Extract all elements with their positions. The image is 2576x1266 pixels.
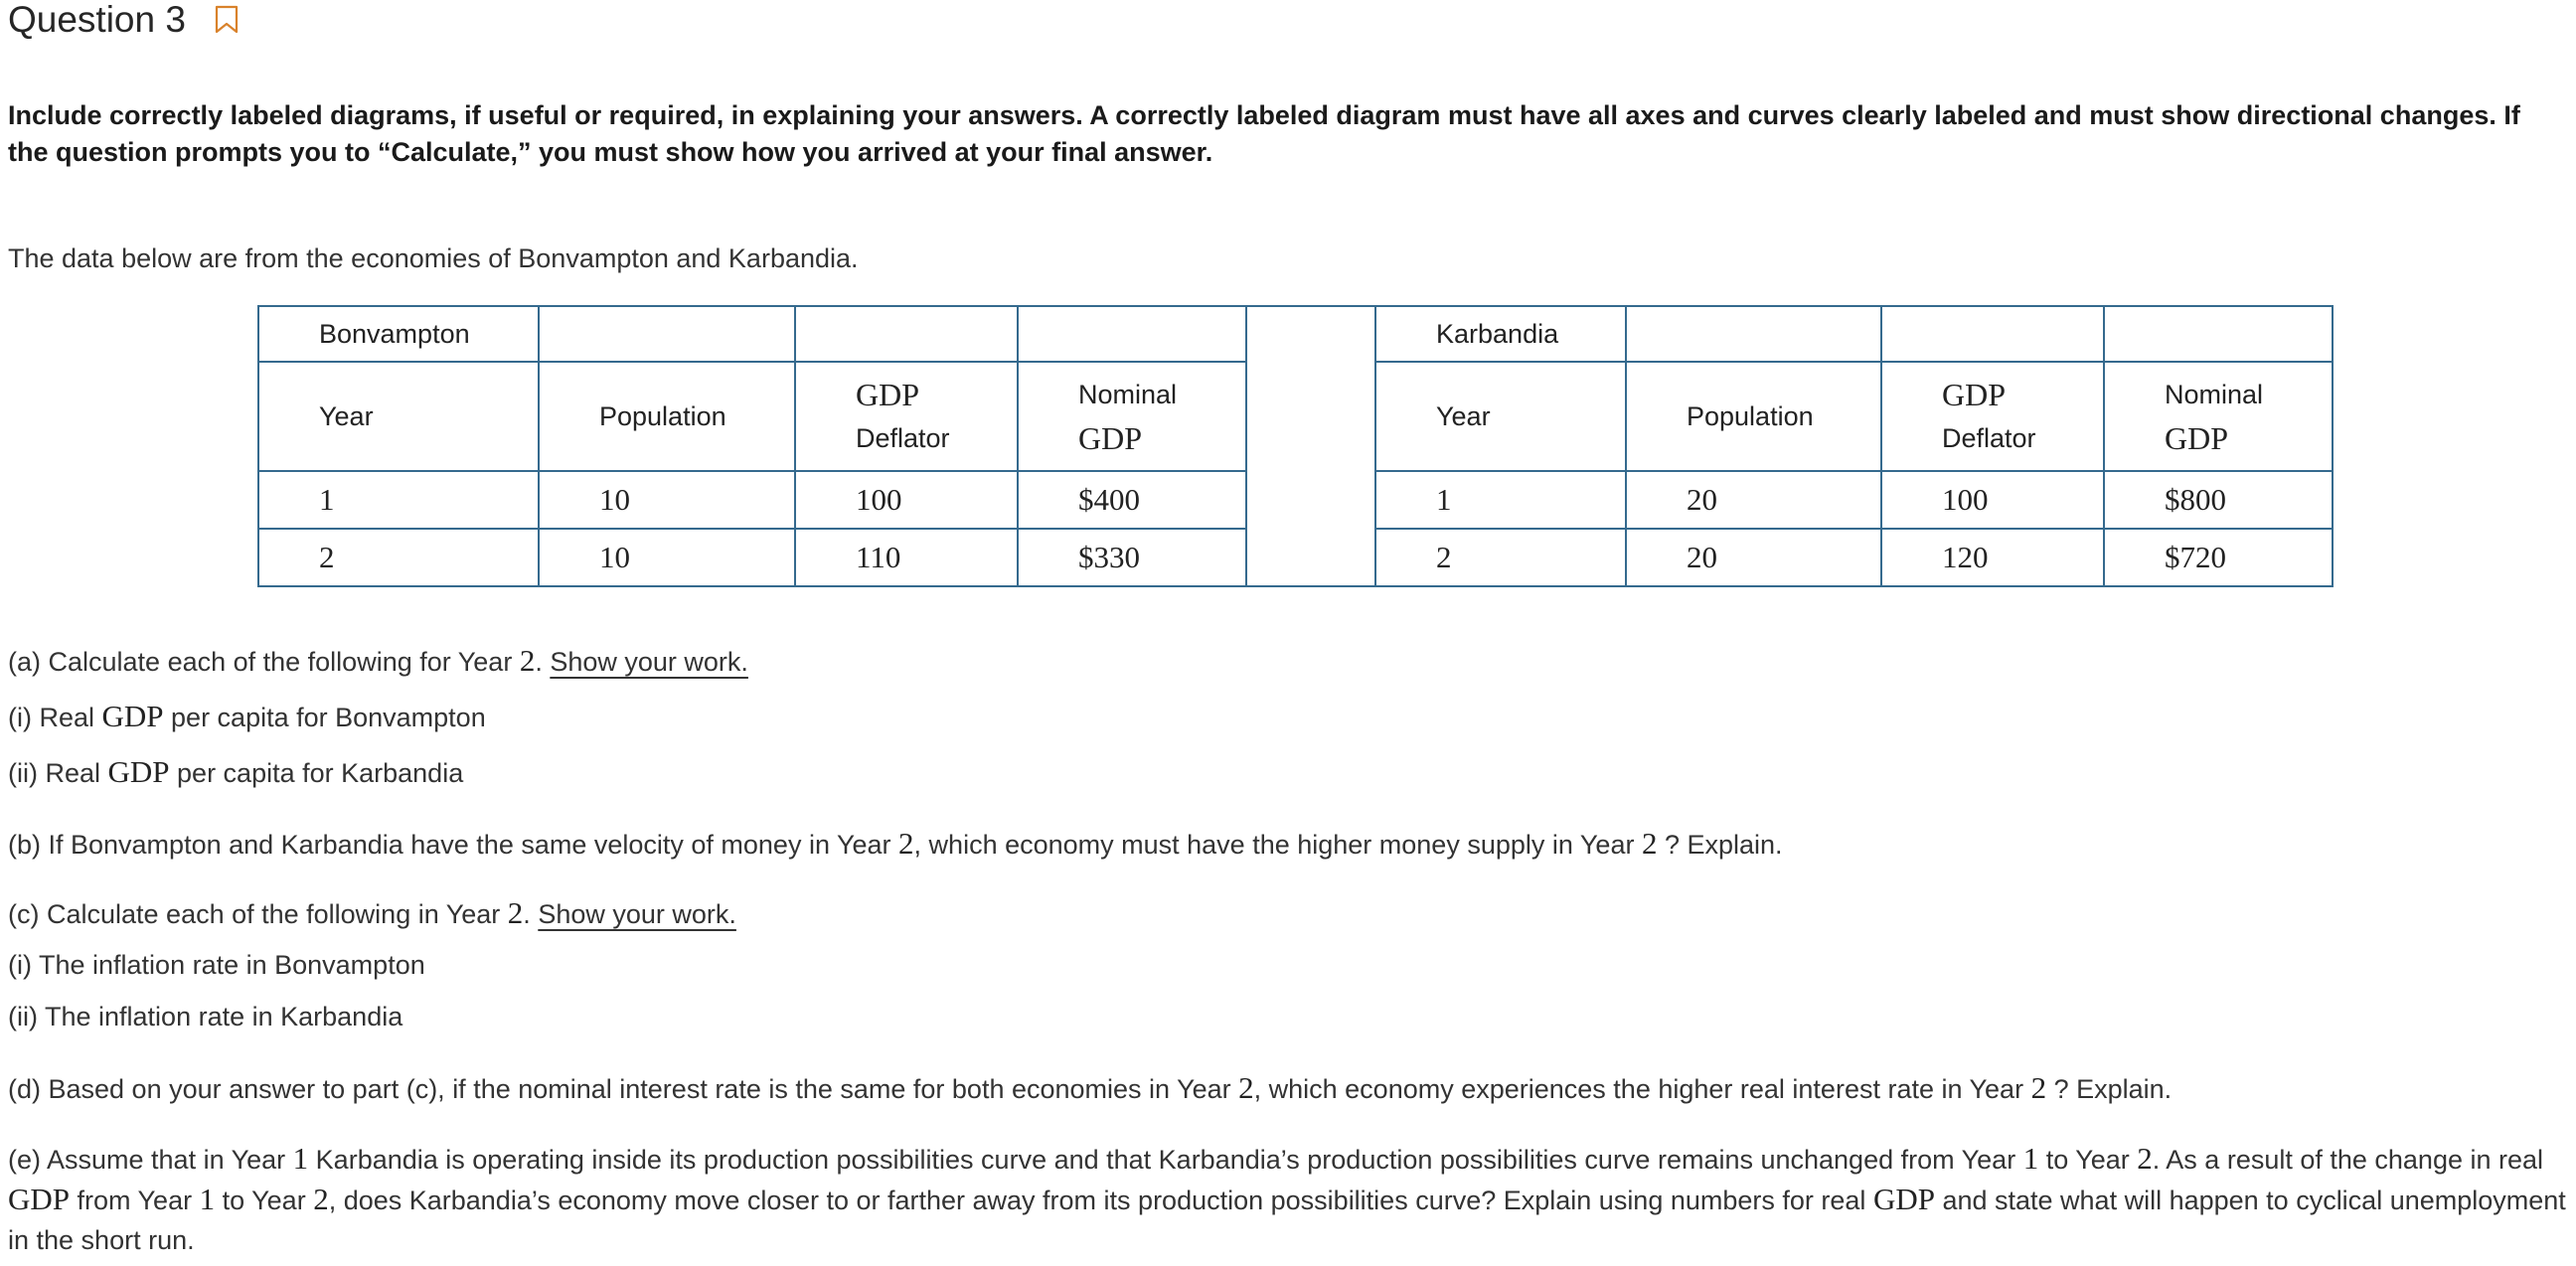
empty-cell bbox=[2104, 306, 2333, 362]
header-gdp-deflator-line1: GDP bbox=[1942, 377, 2007, 412]
question-b-part3: ? Explain. bbox=[1657, 830, 1783, 860]
header-year: Year bbox=[1375, 362, 1626, 471]
question-c-punct: . bbox=[523, 899, 539, 929]
question-c-i: (i) The inflation rate in Bonvampton bbox=[8, 950, 425, 980]
header-nominal-gdp bbox=[2104, 362, 2333, 471]
header-nominal-gdp bbox=[1018, 362, 1246, 471]
question-b-year2: 2 bbox=[1641, 826, 1658, 861]
question-b-part2: , which economy must have the higher money supply in Year bbox=[913, 830, 1642, 860]
economy-data-table bbox=[257, 305, 2334, 587]
header-gdp-deflator-line1: GDP bbox=[856, 377, 920, 412]
question-b-year1: 2 bbox=[898, 826, 914, 861]
question-d-year1: 2 bbox=[1238, 1070, 1254, 1105]
instructions-text: Include correctly labeled diagrams, if useful or required, in explaining your answers. A correctly labeled diagram must have all axes and curves clearly labeled and must show directional changes. If the question prompts you to “Calculate,” you must show how you arrived at your final answer. bbox=[8, 100, 2520, 167]
empty-cell bbox=[539, 306, 795, 362]
question-a-ii-gdp: GDP bbox=[107, 754, 170, 789]
header-nominal-gdp-line1: Nominal bbox=[2165, 380, 2264, 409]
header-population: Population bbox=[539, 362, 795, 471]
show-work-text: Show your work. bbox=[538, 899, 736, 929]
header-gdp-deflator bbox=[795, 362, 1018, 471]
cell-population: 20 bbox=[1626, 471, 1881, 529]
cell-nominal-gdp: $400 bbox=[1018, 471, 1246, 529]
header-gdp-deflator-line2: Deflator bbox=[1942, 423, 2036, 453]
question-e-year4: 1 bbox=[199, 1182, 216, 1216]
table-spacer-column bbox=[1246, 306, 1375, 586]
question-a-punct: . bbox=[535, 647, 551, 677]
question-e-year2: 1 bbox=[2022, 1141, 2039, 1176]
question-e-year1: 1 bbox=[292, 1141, 309, 1176]
bonvampton-label: Bonvampton bbox=[258, 306, 539, 362]
empty-cell bbox=[1626, 306, 1881, 362]
cell-year: 1 bbox=[1375, 471, 1626, 529]
question-c bbox=[8, 894, 736, 933]
empty-cell bbox=[795, 306, 1018, 362]
question-header bbox=[8, 0, 240, 40]
question-a bbox=[8, 642, 748, 681]
question-e-part8: and state what will happen to cyclical unemployment in the short run. bbox=[8, 1186, 2566, 1255]
cell-year: 2 bbox=[1375, 529, 1626, 586]
header-year: Year bbox=[258, 362, 539, 471]
question-b-part1: (b) If Bonvampton and Karbandia have the same velocity of money in Year bbox=[8, 830, 899, 860]
question-a-year: 2 bbox=[519, 643, 536, 678]
question-c-text: (c) Calculate each of the following in Year bbox=[8, 899, 508, 929]
bookmark-icon-svg bbox=[214, 5, 240, 35]
header-gdp-deflator-line2: Deflator bbox=[856, 423, 950, 453]
question-a-i-prefix: (i) Real bbox=[8, 703, 102, 732]
question-d-part2: , which economy experiences the higher real interest rate in Year bbox=[1253, 1074, 2031, 1104]
show-work-text: Show your work. bbox=[550, 647, 748, 677]
question-a-i bbox=[8, 698, 486, 736]
question-d-part3: ? Explain. bbox=[2046, 1074, 2173, 1104]
karbandia-label: Karbandia bbox=[1375, 306, 1626, 362]
question-title: Question 3 bbox=[8, 0, 186, 40]
table-row bbox=[258, 306, 2333, 362]
cell-year: 2 bbox=[258, 529, 539, 586]
cell-population: 20 bbox=[1626, 529, 1881, 586]
question-e bbox=[8, 1139, 2570, 1260]
cell-nominal-gdp: $330 bbox=[1018, 529, 1246, 586]
question-c-year: 2 bbox=[507, 895, 524, 930]
header-nominal-gdp-line2: GDP bbox=[1078, 420, 1143, 456]
cell-deflator: 120 bbox=[1881, 529, 2104, 586]
question-a-ii bbox=[8, 753, 463, 792]
empty-cell bbox=[1881, 306, 2104, 362]
question-e-part2: Karbandia is operating inside its production possibilities curve and that Karbandia’s production possibilities curve remains unchanged from Year bbox=[308, 1145, 2023, 1175]
header-gdp-deflator bbox=[1881, 362, 2104, 471]
bookmark-icon[interactable] bbox=[214, 5, 240, 35]
question-e-part1: (e) Assume that in Year bbox=[8, 1145, 293, 1175]
question-e-part3: to Year bbox=[2038, 1145, 2138, 1175]
question-e-part6: to Year bbox=[215, 1186, 314, 1215]
cell-nominal-gdp: $800 bbox=[2104, 471, 2333, 529]
question-e-gdp1: GDP bbox=[8, 1182, 71, 1216]
question-d-year2: 2 bbox=[2030, 1070, 2047, 1105]
question-e-part5: from Year bbox=[70, 1186, 200, 1215]
cell-year: 1 bbox=[258, 471, 539, 529]
question-d bbox=[8, 1069, 2172, 1108]
cell-deflator: 100 bbox=[1881, 471, 2104, 529]
question-e-year3: 2 bbox=[2137, 1141, 2153, 1176]
cell-nominal-gdp: $720 bbox=[2104, 529, 2333, 586]
question-a-text: (a) Calculate each of the following for Year bbox=[8, 647, 520, 677]
question-a-ii-prefix: (ii) Real bbox=[8, 758, 108, 788]
question-a-i-gdp: GDP bbox=[101, 699, 164, 733]
question-b bbox=[8, 825, 1783, 864]
header-nominal-gdp-line1: Nominal bbox=[1078, 380, 1178, 409]
cell-population: 10 bbox=[539, 529, 795, 586]
question-c-ii: (ii) The inflation rate in Karbandia bbox=[8, 1002, 403, 1031]
question-d-part1: (d) Based on your answer to part (c), if the nominal interest rate is the same for both economies in Year bbox=[8, 1074, 1239, 1104]
question-a-ii-suffix: per capita for Karbandia bbox=[169, 758, 464, 788]
cell-deflator: 110 bbox=[795, 529, 1018, 586]
question-a-i-suffix: per capita for Bonvampton bbox=[163, 703, 486, 732]
empty-cell bbox=[1018, 306, 1246, 362]
header-nominal-gdp-line2: GDP bbox=[2165, 420, 2229, 456]
header-population: Population bbox=[1626, 362, 1881, 471]
question-e-gdp2: GDP bbox=[1872, 1182, 1935, 1216]
intro-text: The data below are from the economies of Bonvampton and Karbandia. bbox=[8, 243, 859, 273]
question-e-part7: , does Karbandia’s economy move closer to or farther away from its production possibilities curve? Explain using numbers for real bbox=[328, 1186, 1873, 1215]
cell-deflator: 100 bbox=[795, 471, 1018, 529]
question-e-year5: 2 bbox=[313, 1182, 329, 1216]
question-e-part4: . As a result of the change in real bbox=[2152, 1145, 2544, 1175]
cell-population: 10 bbox=[539, 471, 795, 529]
